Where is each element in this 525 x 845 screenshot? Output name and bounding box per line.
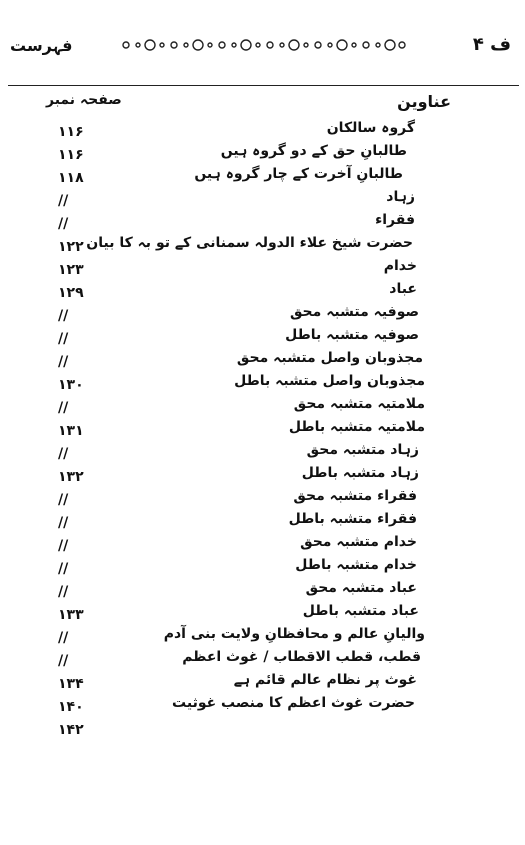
toc-entry [0,187,525,210]
toc-entries [0,118,525,739]
decorative-ornament [118,36,408,54]
toc-entry [0,555,525,578]
toc-entry [0,440,525,463]
toc-entry [0,486,525,509]
toc-entry-title: مجذوبان واصل متشبہ محق [236,350,423,366]
toc-entry-title: صوفیہ متشبہ باطل [285,327,419,343]
toc-entry-page-number: ۱۴۰ [58,699,84,715]
toc-entry [0,210,525,233]
header-divider [8,85,519,86]
toc-entry-page-number: ۱۱۶ [58,124,84,140]
toc-entry-page-number: // [58,446,69,462]
toc-entry-page-number: // [58,561,69,577]
header-section-label: فہرست [10,36,73,55]
toc-entry [0,716,525,739]
toc-entry-page-number: // [58,584,69,600]
header-page-marker: ف ۴ [472,34,511,55]
toc-entry [0,693,525,716]
toc-entry-title: طالبانِ آخرت کے چار گروہ ہیں [194,166,403,182]
toc-entry [0,394,525,417]
toc-entry-title: خدام متشبہ محق [300,534,417,550]
toc-entry-title: عباد متشبہ محق [305,580,417,596]
toc-entry-page-number: // [58,354,69,370]
toc-entry [0,509,525,532]
toc-entry-title: خدام متشبہ باطل [295,557,417,573]
toc-entry [0,325,525,348]
toc-entry [0,279,525,302]
toc-entry [0,118,525,141]
toc-entry-page-number: // [58,653,69,669]
toc-entry [0,141,525,164]
toc-entry-page-number: ۱۱۸ [58,170,84,186]
toc-entry-title: حضرت غوث اعظم کا منصب غوثیت [172,695,415,711]
toc-entry [0,371,525,394]
toc-entry-title: گروہ سالکان [326,120,415,136]
toc-entry-title: حضرت شیخ علاء الدولہ سمنانی کے تو بہ کا بیان [86,235,413,251]
page-header [0,30,525,70]
toc-entry [0,463,525,486]
toc-entry-page-number: // [58,331,69,347]
toc-entry-page-number: ۱۳۳ [58,607,84,623]
titles-column-header: عناوین [397,92,451,111]
toc-entry-title: قطب، قطب الاقطاب / غوث اعظم [182,649,421,665]
toc-entry [0,256,525,279]
toc-entry-page-number: ۱۳۱ [58,423,84,439]
toc-entry-page-number: ۱۴۲ [58,722,84,738]
page-column-header: صفحہ نمبر [46,92,122,108]
toc-entry-page-number: // [58,515,69,531]
toc-entry-title: مجذوبان واصل متشبہ باطل [234,373,425,389]
toc-entry [0,532,525,555]
toc-entry [0,233,525,256]
toc-entry-title: صوفیہ متشبہ محق [289,304,419,320]
toc-entry-page-number: // [58,400,69,416]
toc-entry-page-number: // [58,630,69,646]
toc-entry-page-number: // [58,308,69,324]
toc-entry-page-number: ۱۱۶ [58,147,84,163]
toc-entry-title: ملامتیہ متشبہ باطل [288,419,425,435]
toc-entry-title: عباد [389,281,417,297]
toc-entry-page-number: ۱۲۹ [58,285,84,301]
toc-entry-title: فقراء متشبہ باطل [288,511,417,527]
toc-entry-title: والیانِ عالم و محافظانِ ولایت بنی آدم [163,626,425,642]
toc-entry [0,348,525,371]
toc-entry [0,578,525,601]
toc-entry-title: عباد متشبہ باطل [302,603,419,619]
toc-entry-title: زہاد متشبہ محق [306,442,419,458]
toc-entry-title: فقراء متشبہ محق [293,488,417,504]
toc-entry-page-number: // [58,538,69,554]
toc-entry-title: غوث پر نظام عالم قائم ہے [233,672,417,688]
toc-entry-title: زہاد [386,189,415,205]
toc-entry [0,417,525,440]
toc-entry [0,624,525,647]
toc-entry-title: طالبانِ حق کے دو گروہ ہیں [220,143,407,159]
toc-entry-title: فقراء [375,212,415,228]
toc-entry [0,302,525,325]
toc-entry-page-number: // [58,492,69,508]
toc-entry-title: زہاد متشبہ باطل [301,465,419,481]
toc-entry-page-number: ۱۲۲ [58,239,84,255]
toc-entry-page-number: ۱۳۴ [58,676,84,692]
toc-entry-page-number: ۱۳۰ [58,377,84,393]
toc-entry-page-number: // [58,216,69,232]
toc-entry-page-number: ۱۳۲ [58,469,84,485]
toc-entry [0,601,525,624]
toc-entry-page-number: ۱۲۳ [58,262,84,278]
toc-entry-title: خدام [383,258,417,274]
toc-entry [0,670,525,693]
toc-entry-page-number: // [58,193,69,209]
toc-entry [0,164,525,187]
toc-entry [0,647,525,670]
toc-entry-title: ملامتیہ متشبہ محق [293,396,425,412]
